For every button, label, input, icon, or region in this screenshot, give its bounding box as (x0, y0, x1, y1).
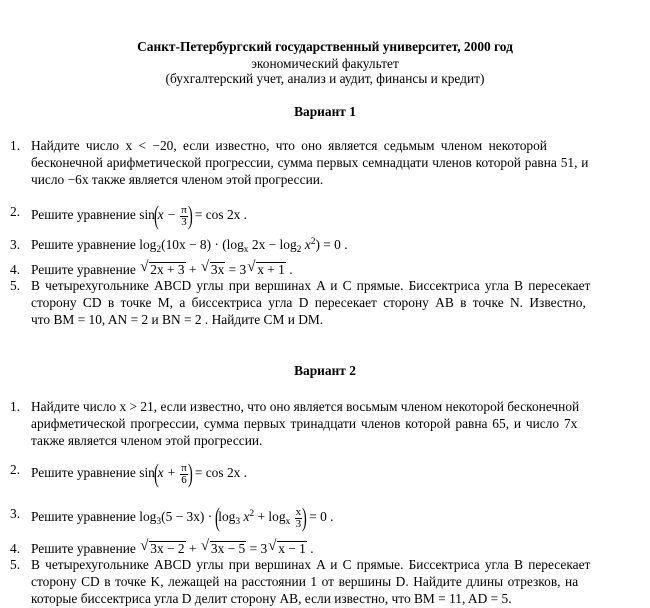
math-op: = 3 (249, 541, 268, 556)
radicand: 3x − 2 (150, 541, 185, 556)
task-text-line: бесконечной арифметической прогрессии, сумма первых семнадцати членов которой равна 51, и (31, 155, 589, 170)
task-text-line: также является членом этой прогрессии. (31, 433, 263, 448)
fraction-numerator: π (181, 203, 187, 216)
task-number: 1. (10, 399, 21, 414)
v2-task-3 (10, 505, 640, 531)
v2-task-2 (10, 461, 640, 487)
radicand: 3x (210, 262, 225, 277)
math-superscript: 2 (310, 237, 316, 247)
task-number: 4. (10, 262, 21, 277)
v1-task-3 (10, 236, 640, 256)
math-var: x (243, 509, 250, 525)
variant-1-title: Вариант 1 (294, 104, 356, 119)
task-text-line: которые биссектриса угла D делит сторону AB, если известно, что BM = 11, AD = 5. (31, 591, 512, 606)
math-op: + (188, 541, 197, 556)
math-expr: = cos 2x . (194, 465, 248, 481)
task-number: 2. (10, 204, 21, 219)
task-number: 3. (10, 506, 21, 521)
task-text-line: Найдите число x > 21, если известно, что оно является восьмым членом некоторой бесконечной (31, 399, 580, 414)
sqrt-expr (269, 540, 307, 557)
document-title: Санкт-Петербургский государственный университет, 2000 год (137, 39, 513, 54)
radicand: x − 1 (278, 541, 306, 556)
math-subscript: x (285, 517, 291, 528)
task-text-line: В четырехугольнике ABCD углы при вершинах A и C прямые. Биссектриса угла B пересекает (31, 557, 591, 572)
task-text: Решите уравнение (31, 262, 136, 277)
v1-task-4 (10, 261, 640, 278)
math-op: = 3 (228, 262, 247, 277)
task-number: 2. (10, 462, 21, 477)
task-text: Решите уравнение (31, 465, 136, 481)
task-text-line: Найдите число x < −20, если известно, что оно является седьмым членом некоторой (31, 138, 547, 153)
math-expr: (10x − 8) · (log (161, 237, 244, 252)
faculty-line: экономический факультет (251, 56, 399, 71)
math-func: + log (257, 509, 286, 525)
sqrt-expr (202, 261, 225, 278)
v2-task-5 (10, 556, 640, 607)
v1-task-2 (10, 203, 640, 229)
v1-task-1 (10, 137, 640, 188)
task-number: 4. (10, 541, 21, 556)
math-expr: = 0 . (309, 509, 334, 525)
math-func: log (139, 237, 157, 252)
math-op: . (310, 541, 314, 556)
math-func: log (218, 509, 236, 525)
v2-task-4 (10, 540, 640, 557)
sqrt-expr (141, 261, 185, 278)
math-func: sin (139, 465, 155, 481)
task-number: 5. (10, 278, 21, 293)
task-text-line: сторону CD в точке K, лежащей на расстоянии 1 от вершины D. Найдите длины отрезков, на (31, 574, 579, 589)
math-expr: (5 − 3x) · (161, 509, 213, 525)
task-text: Решите уравнение (31, 541, 136, 556)
math-subscript: 2 (296, 245, 302, 255)
paren-open: ( (214, 503, 220, 532)
math-op: + (188, 262, 197, 277)
task-text-line: арифметической прогрессии, сумма первых тринадцати членов которой равна 65, и число 7x (31, 416, 578, 431)
sqrt-expr (248, 261, 286, 278)
fraction (180, 205, 188, 228)
task-text-line: что BM = 10, AN = 2 и BN = 2 . Найдите CM и DM. (31, 312, 324, 327)
math-expr: x − (157, 207, 176, 223)
math-var: x (304, 237, 311, 252)
paren-close: ) (302, 503, 307, 532)
radicand: 3x − 5 (210, 541, 246, 556)
paren-close: ) (187, 459, 193, 488)
paren-open: ( (153, 459, 159, 488)
specialties-line: (бухгалтерский учет, анализ и аудит, финансы и кредит) (165, 71, 485, 86)
task-number: 1. (10, 138, 21, 153)
task-text-line: число −6x также является членом этой прогрессии. (31, 172, 324, 187)
task-number: 3. (10, 237, 21, 252)
math-subscript: 2 (156, 245, 162, 255)
task-number: 5. (10, 557, 21, 572)
radicand: x + 1 (257, 262, 285, 277)
math-subscript: x (243, 245, 249, 255)
math-subscript: 3 (156, 517, 162, 528)
fraction-numerator: x (295, 505, 302, 518)
task-text: Решите уравнение (31, 509, 136, 525)
math-expr: 2x − log (251, 237, 297, 252)
v1-task-5 (10, 277, 640, 328)
fraction-denominator: 3 (295, 517, 302, 530)
fraction-denominator: 3 (181, 215, 187, 228)
math-func: log (139, 509, 157, 525)
math-expr: = cos 2x . (194, 207, 248, 223)
paren-open: ( (153, 201, 159, 230)
math-expr: ) = 0 . (315, 237, 348, 252)
task-text-line: В четырехугольнике ABCD углы при вершинах A и C прямые. Биссектриса угла B пересекает (31, 278, 591, 293)
math-subscript: 3 (235, 517, 241, 528)
math-op: . (289, 262, 293, 277)
sqrt-expr (141, 540, 185, 557)
variant-2-title: Вариант 2 (294, 363, 356, 378)
math-expr: x + (157, 465, 176, 481)
task-text: Решите уравнение (31, 237, 136, 252)
task-text-line: сторону CD в точке M, а биссектриса угла D пересекает сторону AB в точке N. Известно, (31, 295, 586, 310)
math-func: sin (139, 207, 155, 223)
v2-task-1 (10, 398, 640, 449)
paren-close: ) (187, 201, 193, 230)
radicand: 2x + 3 (150, 262, 185, 277)
math-superscript: 2 (249, 509, 255, 520)
fraction-numerator: π (181, 461, 187, 474)
task-text: Решите уравнение (31, 207, 136, 223)
sqrt-expr (202, 540, 246, 557)
fraction-denominator: 6 (181, 473, 187, 486)
fraction (180, 463, 188, 486)
